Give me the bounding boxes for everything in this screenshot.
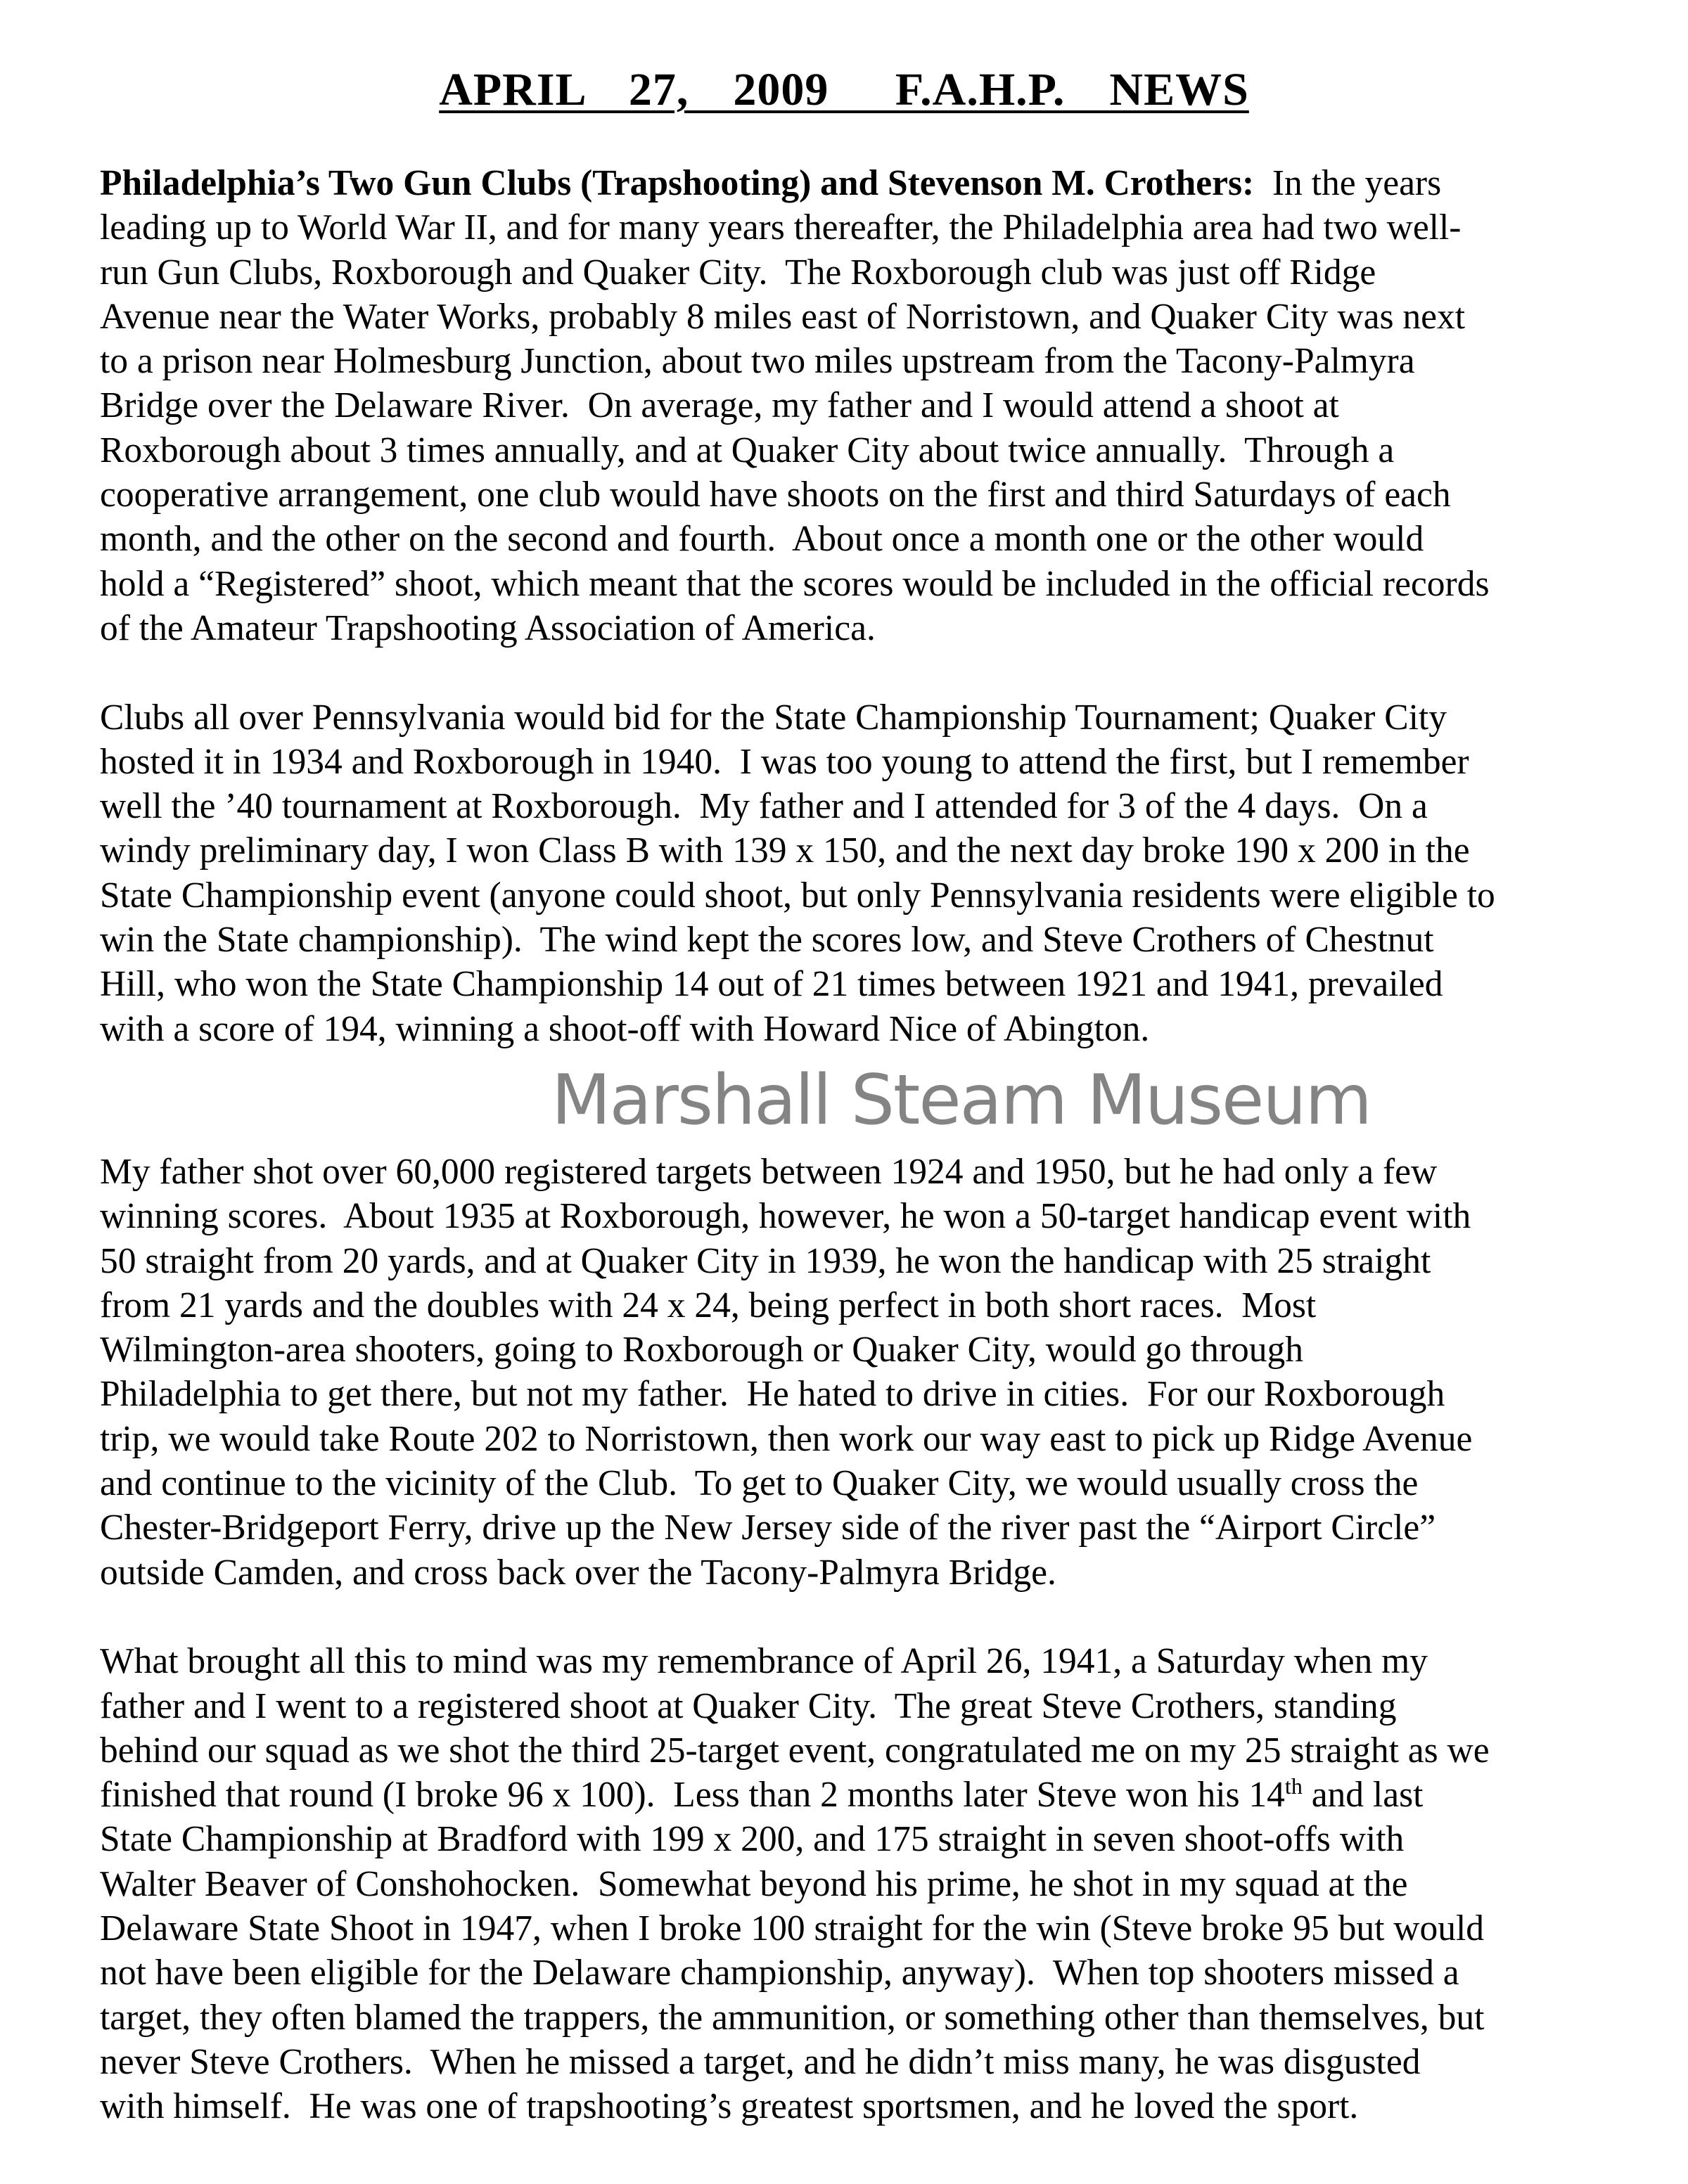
text-span: In the years — [1254, 163, 1442, 203]
text-line: win the State championship). The wind kept the scores low, and Steve Crothers of Chestnut — [100, 920, 1434, 961]
article-body — [100, 161, 1605, 2128]
text-line: month, and the other on the second and fourth. About once a month one or the other would — [100, 519, 1424, 560]
text-line: leading up to World War II, and for many years thereafter, the Philadelphia area had two well- — [100, 207, 1462, 248]
text-line: Philadelphia to get there, but not my father. He hated to drive in cities. For our Roxborough — [100, 1374, 1445, 1415]
text-span: finished that round (I broke 96 x 100). Less than 2 months later Steve won his 14 — [100, 1775, 1285, 1816]
text-line: windy preliminary day, I won Class B with 139 x 150, and the next day broke 190 x 200 in the — [100, 830, 1470, 871]
text-line: State Championship at Bradford with 199 x 200, and 175 straight in seven shoot-offs with — [100, 1819, 1405, 1860]
text-line: with himself. He was one of trapshooting’s greatest sportsmen, and he loved the sport. — [100, 2086, 1359, 2127]
text-line: target, they often blamed the trappers, the ammunition, or something other than themselves, but — [100, 1997, 1485, 2038]
text-line: hold a “Registered” shoot, which meant that the scores would be included in the official records — [100, 563, 1490, 604]
text-line: and continue to the vicinity of the Club. To get to Quaker City, we would usually cross the — [100, 1463, 1419, 1504]
text-line: outside Camden, and cross back over the Tacony-Palmyra Bridge. — [100, 1552, 1056, 1593]
text-line: Hill, who won the State Championship 14 out of 21 times between 1921 and 1941, prevailed — [100, 964, 1443, 1005]
superscript: th — [1284, 1773, 1303, 1799]
text-line — [100, 161, 1605, 205]
text-line: behind our squad as we shot the third 25-target event, congratulated me on my 25 straight as we — [100, 1730, 1490, 1771]
text-line: winning scores. About 1935 at Roxborough, however, he won a 50-target handicap event with — [100, 1196, 1471, 1237]
text-line: never Steve Crothers. When he missed a target, and he didn’t miss many, he was disgusted — [100, 2041, 1421, 2082]
text-line: What brought all this to mind was my remembrance of April 26, 1941, a Saturday when my — [100, 1641, 1428, 1682]
paragraph — [100, 1150, 1605, 1595]
page-title: APRIL 27, 2009 F.A.H.P. NEWS — [439, 64, 1249, 115]
text-line: Clubs all over Pennsylvania would bid for the State Championship Tournament; Quaker City — [100, 697, 1447, 738]
watermark: Marshall Steam Museum — [551, 1060, 1371, 1141]
text-line: 50 straight from 20 yards, and at Quaker City in 1939, he won the handicap with 25 straight — [100, 1240, 1431, 1281]
text-line: of the Amateur Trapshooting Association of America. — [100, 608, 876, 648]
text-line: run Gun Clubs, Roxborough and Quaker City. The Roxborough club was just off Ridge — [100, 252, 1376, 293]
text-line: Roxborough about 3 times annually, and at Quaker City about twice annually. Through a — [100, 430, 1395, 470]
paragraph — [100, 161, 1605, 650]
text-line: Wilmington-area shooters, going to Roxborough or Quaker City, would go through — [100, 1330, 1304, 1370]
text-span: and last — [1302, 1775, 1424, 1816]
text-line: Avenue near the Water Works, probably 8 miles east of Norristown, and Quaker City was next — [100, 296, 1466, 337]
paragraph-spacer — [100, 1595, 1605, 1639]
text-line: Chester-Bridgeport Ferry, drive up the New Jersey side of the river past the “Airport Circle” — [100, 1508, 1436, 1548]
text-line: cooperative arrangement, one club would have shoots on the first and third Saturdays of each — [100, 475, 1451, 515]
text-line: My father shot over 60,000 registered targets between 1924 and 1950, but he had only a few — [100, 1151, 1438, 1192]
text-line: Delaware State Shoot in 1947, when I broke 100 straight for the win (Steve broke 95 but would — [100, 1908, 1485, 1948]
text-line: with a score of 194, winning a shoot-off with Howard Nice of Abington. — [100, 1008, 1150, 1049]
section-heading: Philadelphia’s Two Gun Clubs (Trapshooting) and Stevenson M. Crothers: — [100, 163, 1255, 203]
text-line: Walter Beaver of Conshohocken. Somewhat beyond his prime, he shot in my squad at the — [100, 1863, 1408, 1904]
text-line: to a prison near Holmesburg Junction, about two miles upstream from the Tacony-Palmyra — [100, 341, 1415, 382]
text-line: Bridge over the Delaware River. On average, my father and I would attend a shoot at — [100, 385, 1339, 426]
paragraph — [100, 695, 1605, 1051]
text-line: hosted it in 1934 and Roxborough in 1940. I was too young to attend the first, but I remember — [100, 741, 1469, 782]
text-line — [100, 1773, 1605, 1817]
text-line: well the ’40 tournament at Roxborough. My father and I attended for 3 of the 4 days. On a — [100, 786, 1428, 827]
text-line: not have been eligible for the Delaware championship, anyway). When top shooters missed a — [100, 1953, 1459, 1993]
text-line: from 21 yards and the doubles with 24 x 24, being perfect in both short races. Most — [100, 1285, 1317, 1325]
text-line: father and I went to a registered shoot at Quaker City. The great Steve Crothers, standing — [100, 1685, 1397, 1726]
text-line: trip, we would take Route 202 to Norristown, then work our way east to pick up Ridge Avenue — [100, 1418, 1473, 1459]
paragraph-spacer — [100, 650, 1605, 695]
text-line: State Championship event (anyone could shoot, but only Pennsylvania residents were eligible to — [100, 875, 1495, 916]
paragraph — [100, 1639, 1605, 2128]
